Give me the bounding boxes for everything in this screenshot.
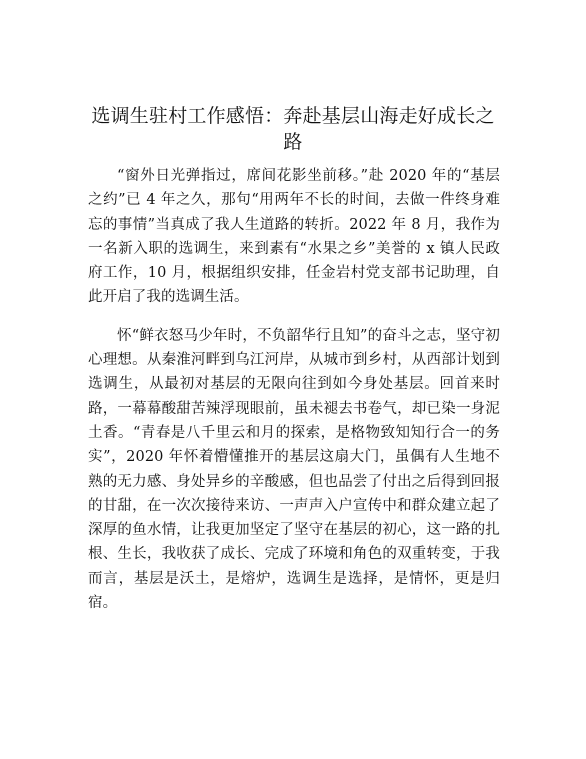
document-body xyxy=(88,164,500,629)
document-title: 选调生驻村工作感悟：奔赴基层山海走好成长之路 xyxy=(91,105,495,153)
paragraph-2: 怀“鲜衣怒马少年时，不负韶华行且知”的奋斗之志，坚守初心理想。从秦淮河畔到乌江河岸，从城市到乡村，从西部计划到选调生，从最初对基层的无限向往到如今身处基层。回首来时路，一幕幕酸甜苦辣浮现眼前，虽未褪去书卷气，却已染一身泥土香。“青春是八千里云和月的探索，是格物致知知行合一的务实”，2020 年怀着懵懂推开的基层这扇大门，虽偶有人生地不熟的无力感、身处异乡的辛酸感，但也品尝了付出之后得到回报的甘甜，在一次次接待来访、一声声入户宣传中和群众建立起了深厚的鱼水情，让我更加坚定了坚守在基层的初心，这一路的扎根、生长，我收获了成长、完成了环境和角色的双重转变，于我而言，基层是沃土，是熔炉，选调生是选择，是情怀，更是归宿。 xyxy=(88,327,500,612)
paragraph-1: “窗外日光弹指过，席间花影坐前移。”赴 2020 年的“基层之约”已 4 年之久，那句“用两年不长的时间，去做一件终身难忘的事情”当真成了我人生道路的转折。2022 年 8 月，我作为一名新入职的选调生，来到素有“水果之乡”美誉的 x 镇人民政府工作，10 月，根据组织安排，任金岩村党支部书记助理，自此开启了我的选调生活。 xyxy=(88,168,500,306)
